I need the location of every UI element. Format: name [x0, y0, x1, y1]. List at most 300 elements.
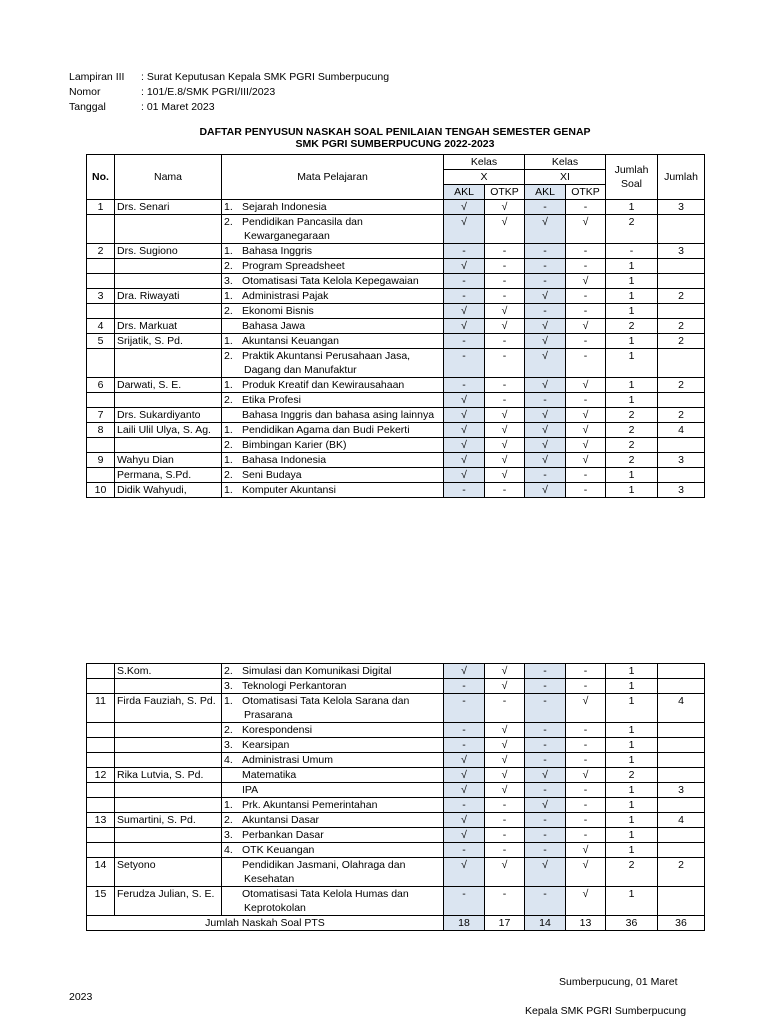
cell-no [87, 304, 115, 319]
cell-akl-x: √ [444, 304, 485, 319]
cell-nama: Ferudza Julian, S. E. [115, 887, 222, 916]
item-number: 1. [224, 245, 233, 257]
cell-jumlah: 3 [658, 783, 705, 798]
cell-jumlah [658, 468, 705, 483]
cell-jumlah-soal: 1 [606, 887, 658, 916]
cell-nama [115, 679, 222, 694]
subject-name: Administrasi Umum [242, 754, 334, 766]
cell-otkp-x: √ [485, 468, 525, 483]
cell-akl-xi: √ [525, 378, 566, 393]
cell-jumlah-soal: 1 [606, 783, 658, 798]
cell-otkp-xi: - [566, 753, 606, 768]
cell-jumlah: 3 [658, 200, 705, 215]
table-row [87, 289, 705, 304]
cell-otkp-x: √ [485, 768, 525, 783]
cell-akl-x: - [444, 723, 485, 738]
cell-no [87, 664, 115, 679]
cell-otkp-xi: √ [566, 319, 606, 334]
cell-no: 13 [87, 813, 115, 828]
cell-jumlah-soal: 1 [606, 200, 658, 215]
cell-nama [115, 438, 222, 453]
cell-no [87, 438, 115, 453]
cell-jumlah [658, 828, 705, 843]
cell-otkp-xi: - [566, 289, 606, 304]
total-otkp-xi: 13 [566, 916, 606, 931]
cell-otkp-xi: - [566, 468, 606, 483]
header-otkp-xi: OTKP [566, 185, 606, 200]
cell-mata-pelajaran [222, 393, 444, 408]
table-row [87, 378, 705, 393]
cell-jumlah-soal: 1 [606, 289, 658, 304]
item-number: 1. [224, 290, 233, 302]
table-row [87, 274, 705, 289]
table-row [87, 319, 705, 334]
cell-jumlah: 4 [658, 694, 705, 723]
cell-akl-xi: - [525, 813, 566, 828]
cell-otkp-x: - [485, 887, 525, 916]
cell-no [87, 393, 115, 408]
table-row [87, 453, 705, 468]
cell-otkp-x: - [485, 259, 525, 274]
cell-akl-x: √ [444, 753, 485, 768]
cell-akl-xi: √ [525, 334, 566, 349]
cell-akl-x: √ [444, 215, 485, 244]
cell-jumlah-soal: 1 [606, 753, 658, 768]
cell-no [87, 679, 115, 694]
cell-otkp-xi: √ [566, 887, 606, 916]
cell-jumlah [658, 664, 705, 679]
cell-akl-x: - [444, 483, 485, 498]
cell-otkp-x: - [485, 378, 525, 393]
cell-jumlah: 4 [658, 423, 705, 438]
cell-nama: Drs. Sukardiyanto [115, 408, 222, 423]
cell-otkp-x: √ [485, 679, 525, 694]
subject-name: Program Spreadsheet [242, 260, 345, 272]
cell-jumlah-soal: 1 [606, 694, 658, 723]
cell-no: 6 [87, 378, 115, 393]
cell-nama [115, 215, 222, 244]
table-row [87, 887, 705, 916]
cell-jumlah-soal: 2 [606, 423, 658, 438]
cell-mata-pelajaran [222, 349, 444, 378]
cell-otkp-x: √ [485, 215, 525, 244]
cell-jumlah-soal: 1 [606, 483, 658, 498]
cell-akl-x: √ [444, 453, 485, 468]
cell-akl-x: √ [444, 319, 485, 334]
cell-nama: S.Kom. [115, 664, 222, 679]
header-otkp-x: OTKP [485, 185, 525, 200]
cell-jumlah-soal: 1 [606, 843, 658, 858]
table-row [87, 858, 705, 887]
subject-name: Matematika [242, 769, 297, 781]
cell-akl-x: √ [444, 813, 485, 828]
subject-name: Bahasa Inggris [242, 245, 313, 257]
cell-nama [115, 798, 222, 813]
table-body-page-1 [87, 200, 705, 498]
cell-nama [115, 259, 222, 274]
cell-jumlah-soal: 2 [606, 438, 658, 453]
cell-akl-xi: √ [525, 798, 566, 813]
cell-otkp-xi: - [566, 393, 606, 408]
cell-no [87, 753, 115, 768]
subject-name: Ekonomi Bisnis [242, 305, 314, 317]
table-row [87, 215, 705, 244]
cell-jumlah [658, 753, 705, 768]
header-xi: XI [525, 170, 606, 185]
cell-jumlah-soal: 1 [606, 349, 658, 378]
cell-nama [115, 393, 222, 408]
header-no: No. [87, 155, 115, 200]
cell-nama: Dra. Riwayati [115, 289, 222, 304]
lampiran-label: Lampiran III [69, 71, 125, 83]
table-row [87, 408, 705, 423]
cell-otkp-xi: - [566, 200, 606, 215]
cell-akl-xi: - [525, 694, 566, 723]
footer-year: 2023 [69, 991, 93, 1003]
cell-akl-x: √ [444, 858, 485, 887]
cell-mata-pelajaran [222, 319, 444, 334]
cell-nama: Wahyu Dian [115, 453, 222, 468]
cell-otkp-x: √ [485, 723, 525, 738]
cell-akl-xi: √ [525, 215, 566, 244]
table-row [87, 259, 705, 274]
table-row [87, 438, 705, 453]
cell-akl-xi: √ [525, 768, 566, 783]
cell-otkp-x: √ [485, 738, 525, 753]
cell-no: 11 [87, 694, 115, 723]
cell-no: 3 [87, 289, 115, 304]
cell-nama: Srijatik, S. Pd. [115, 334, 222, 349]
subject-name-cont: Keprotokolan [244, 902, 306, 914]
total-akl-x: 18 [444, 916, 485, 931]
cell-jumlah [658, 349, 705, 378]
cell-nama [115, 738, 222, 753]
footer-place-date: Sumberpucung, 01 Maret [559, 976, 678, 988]
cell-nama [115, 304, 222, 319]
cell-jumlah [658, 259, 705, 274]
cell-nama [115, 753, 222, 768]
subject-name: Etika Profesi [242, 394, 301, 406]
item-number: 2. [224, 439, 233, 451]
cell-jumlah-soal: 1 [606, 723, 658, 738]
cell-jumlah-soal: 1 [606, 813, 658, 828]
total-soal: 36 [606, 916, 658, 931]
cell-otkp-xi: √ [566, 768, 606, 783]
cell-otkp-x: √ [485, 200, 525, 215]
subject-name: Pendidikan Pancasila dan [242, 216, 363, 228]
cell-akl-x: - [444, 244, 485, 259]
item-number: 1. [224, 484, 233, 496]
cell-jumlah-soal: 1 [606, 664, 658, 679]
header-x: X [444, 170, 525, 185]
cell-otkp-xi: √ [566, 453, 606, 468]
cell-akl-x: - [444, 378, 485, 393]
cell-mata-pelajaran [222, 858, 444, 887]
cell-akl-x: √ [444, 468, 485, 483]
item-number: 4. [224, 844, 233, 856]
cell-akl-xi: - [525, 783, 566, 798]
subject-name: Seni Budaya [242, 469, 302, 481]
cell-jumlah-soal: 1 [606, 679, 658, 694]
cell-akl-xi: - [525, 723, 566, 738]
cell-akl-xi: √ [525, 438, 566, 453]
cell-jumlah-soal: 1 [606, 828, 658, 843]
cell-mata-pelajaran [222, 468, 444, 483]
cell-nama: Drs. Senari [115, 200, 222, 215]
document-title [86, 126, 704, 150]
cell-otkp-xi: √ [566, 378, 606, 393]
cell-akl-xi: - [525, 468, 566, 483]
lampiran-value: : Surat Keputusan Kepala SMK PGRI Sumberpucung [141, 71, 390, 83]
cell-mata-pelajaran [222, 453, 444, 468]
cell-jumlah: 4 [658, 813, 705, 828]
cell-otkp-x: - [485, 483, 525, 498]
cell-jumlah-soal: 2 [606, 215, 658, 244]
subject-name: Produk Kreatif dan Kewirausahaan [242, 379, 405, 391]
cell-jumlah-soal: 2 [606, 408, 658, 423]
cell-jumlah [658, 798, 705, 813]
cell-jumlah-soal: 2 [606, 768, 658, 783]
cell-jumlah [658, 738, 705, 753]
item-number: 4. [224, 754, 233, 766]
cell-akl-x: √ [444, 393, 485, 408]
subject-name: Simulasi dan Komunikasi Digital [242, 665, 392, 677]
subject-name: Otomatisasi Tata Kelola Humas dan [242, 888, 409, 900]
table-row [87, 304, 705, 319]
subject-name: Bahasa Indonesia [242, 454, 327, 466]
cell-otkp-x: √ [485, 783, 525, 798]
title-line-2: SMK PGRI SUMBERPUCUNG 2022-2023 [295, 138, 495, 150]
cell-no: 9 [87, 453, 115, 468]
cell-mata-pelajaran [222, 215, 444, 244]
cell-no: 15 [87, 887, 115, 916]
item-number: 2. [224, 394, 233, 406]
nomor-value: : 101/E.8/SMK PGRI/III/2023 [141, 86, 276, 98]
table-row [87, 828, 705, 843]
cell-akl-x: - [444, 289, 485, 304]
cell-akl-xi: - [525, 828, 566, 843]
table-row [87, 843, 705, 858]
cell-otkp-x: - [485, 813, 525, 828]
subject-name: Bahasa Inggris dan bahasa asing lainnya [242, 409, 435, 421]
item-number: 1. [224, 695, 233, 707]
cell-no: 14 [87, 858, 115, 887]
cell-no: 10 [87, 483, 115, 498]
subject-name: Bahasa Jawa [242, 320, 306, 332]
subject-name: Otomatisasi Tata Kelola Sarana dan [242, 695, 410, 707]
table-row [87, 423, 705, 438]
cell-jumlah: 2 [658, 858, 705, 887]
cell-no [87, 738, 115, 753]
item-number: 1. [224, 424, 233, 436]
header-jumlah: Jumlah [658, 155, 705, 200]
cell-mata-pelajaran [222, 259, 444, 274]
cell-no [87, 259, 115, 274]
cell-mata-pelajaran [222, 423, 444, 438]
cell-jumlah: 2 [658, 378, 705, 393]
table-row [87, 334, 705, 349]
cell-jumlah [658, 843, 705, 858]
cell-nama [115, 723, 222, 738]
table-row [87, 694, 705, 723]
cell-otkp-xi: - [566, 244, 606, 259]
cell-nama [115, 843, 222, 858]
cell-otkp-x: √ [485, 664, 525, 679]
cell-no [87, 828, 115, 843]
cell-otkp-xi: - [566, 664, 606, 679]
cell-jumlah-soal: 1 [606, 259, 658, 274]
header-jumlah-soal-line-2: Soal [620, 178, 642, 190]
cell-otkp-x: √ [485, 858, 525, 887]
header-kelas-xi: Kelas [525, 155, 606, 170]
cell-mata-pelajaran [222, 768, 444, 783]
cell-no [87, 723, 115, 738]
cell-no [87, 798, 115, 813]
cell-nama: Drs. Markuat [115, 319, 222, 334]
cell-jumlah: 3 [658, 483, 705, 498]
cell-otkp-xi: - [566, 813, 606, 828]
cell-jumlah-soal: 1 [606, 334, 658, 349]
cell-nama: Setyono [115, 858, 222, 887]
cell-mata-pelajaran [222, 408, 444, 423]
subject-name: Bimbingan Karier (BK) [242, 439, 347, 451]
cell-otkp-x: √ [485, 453, 525, 468]
cell-mata-pelajaran [222, 438, 444, 453]
subject-name-cont: Dagang dan Manufaktur [244, 364, 357, 376]
cell-akl-xi: - [525, 200, 566, 215]
cell-akl-x: - [444, 274, 485, 289]
table-row [87, 244, 705, 259]
cell-otkp-xi: - [566, 259, 606, 274]
item-number: 1. [224, 335, 233, 347]
cell-akl-xi: √ [525, 319, 566, 334]
cell-otkp-xi: √ [566, 423, 606, 438]
cell-mata-pelajaran [222, 813, 444, 828]
cell-akl-xi: - [525, 738, 566, 753]
cell-otkp-xi: √ [566, 843, 606, 858]
cell-jumlah: 2 [658, 319, 705, 334]
cell-mata-pelajaran [222, 887, 444, 916]
cell-jumlah [658, 393, 705, 408]
cell-jumlah: 2 [658, 408, 705, 423]
item-number: 3. [224, 275, 233, 287]
header-mata-pelajaran: Mata Pelajaran [222, 155, 444, 200]
subject-name: Pendidikan Jasmani, Olahraga dan [242, 859, 406, 871]
item-number: 1. [224, 201, 233, 213]
cell-mata-pelajaran [222, 843, 444, 858]
cell-mata-pelajaran [222, 798, 444, 813]
table-row [87, 753, 705, 768]
cell-jumlah: 2 [658, 334, 705, 349]
cell-otkp-x: √ [485, 753, 525, 768]
item-number: 3. [224, 680, 233, 692]
cell-jumlah [658, 274, 705, 289]
cell-akl-xi: √ [525, 349, 566, 378]
cell-no [87, 843, 115, 858]
cell-nama [115, 274, 222, 289]
item-number: 2. [224, 724, 233, 736]
cell-nama: Laili Ulil Ulya, S. Ag. [115, 423, 222, 438]
cell-otkp-xi: - [566, 304, 606, 319]
cell-mata-pelajaran [222, 664, 444, 679]
total-otkp-x: 17 [485, 916, 525, 931]
item-number: 3. [224, 739, 233, 751]
table-row [87, 723, 705, 738]
title-line-1: DAFTAR PENYUSUN NASKAH SOAL PENILAIAN TENGAH SEMESTER GENAP [199, 126, 591, 138]
cell-otkp-xi: √ [566, 858, 606, 887]
cell-akl-x: - [444, 843, 485, 858]
cell-akl-xi: - [525, 259, 566, 274]
cell-akl-xi: √ [525, 483, 566, 498]
table-body-page-2 [87, 664, 705, 916]
cell-otkp-xi: - [566, 679, 606, 694]
cell-nama [115, 349, 222, 378]
cell-akl-xi: - [525, 274, 566, 289]
penyusun-table-page-1 [86, 154, 705, 498]
table-row [87, 200, 705, 215]
cell-otkp-x: - [485, 349, 525, 378]
total-row [87, 916, 705, 931]
cell-no [87, 783, 115, 798]
table-row [87, 468, 705, 483]
cell-akl-xi: - [525, 887, 566, 916]
table-row [87, 813, 705, 828]
cell-otkp-xi: √ [566, 408, 606, 423]
cell-jumlah [658, 304, 705, 319]
item-number: 2. [224, 305, 233, 317]
letter-meta [69, 70, 389, 115]
cell-otkp-x: - [485, 289, 525, 304]
cell-jumlah-soal: 1 [606, 304, 658, 319]
cell-akl-x: √ [444, 828, 485, 843]
cell-jumlah-soal: 2 [606, 319, 658, 334]
cell-nama: Permana, S.Pd. [115, 468, 222, 483]
cell-akl-x: - [444, 887, 485, 916]
cell-nama: Didik Wahyudi, [115, 483, 222, 498]
header-akl-x: AKL [444, 185, 485, 200]
subject-name: Prk. Akuntansi Pemerintahan [242, 799, 378, 811]
cell-mata-pelajaran [222, 289, 444, 304]
item-number: 2. [224, 216, 233, 228]
item-number: 3. [224, 829, 233, 841]
subject-name: OTK Keuangan [242, 844, 315, 856]
cell-nama: Darwati, S. E. [115, 378, 222, 393]
subject-name: Perbankan Dasar [242, 829, 324, 841]
total-label: Jumlah Naskah Soal PTS [87, 916, 444, 931]
cell-jumlah-soal: 1 [606, 738, 658, 753]
cell-jumlah [658, 679, 705, 694]
tanggal-value: : 01 Maret 2023 [141, 101, 215, 113]
cell-mata-pelajaran [222, 753, 444, 768]
cell-otkp-x: √ [485, 423, 525, 438]
cell-mata-pelajaran [222, 828, 444, 843]
subject-name-cont: Prasarana [244, 709, 293, 721]
cell-otkp-xi: - [566, 483, 606, 498]
cell-otkp-x: √ [485, 319, 525, 334]
cell-akl-x: - [444, 349, 485, 378]
cell-otkp-x: √ [485, 408, 525, 423]
cell-no: 5 [87, 334, 115, 349]
subject-name: Korespondensi [242, 724, 313, 736]
tanggal-label: Tanggal [69, 101, 106, 113]
cell-otkp-x: - [485, 244, 525, 259]
item-number: 2. [224, 814, 233, 826]
cell-jumlah [658, 215, 705, 244]
header-nama: Nama [115, 155, 222, 200]
cell-nama: Drs. Sugiono [115, 244, 222, 259]
cell-otkp-xi: √ [566, 274, 606, 289]
table-total [87, 916, 705, 931]
